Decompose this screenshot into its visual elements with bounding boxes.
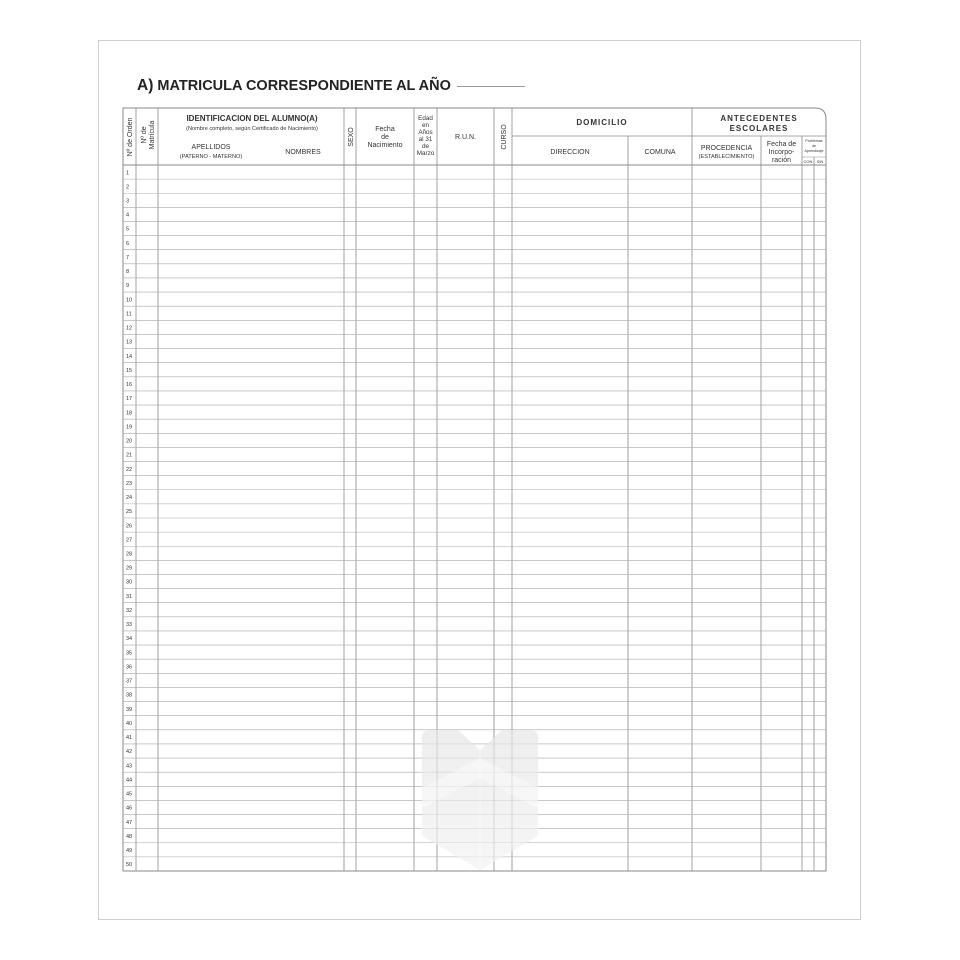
row-number: 3 bbox=[126, 198, 130, 205]
header-procedencia: PROCEDENCIA bbox=[700, 145, 753, 152]
header-orden: Nº de Orden bbox=[127, 117, 134, 157]
row-number: 47 bbox=[126, 819, 133, 826]
row-number: 19 bbox=[126, 424, 133, 431]
header-apellidos: APELLIDOS bbox=[191, 144, 231, 151]
header-incorporacion-line3: ración bbox=[771, 157, 792, 164]
header-edad-line2: en bbox=[421, 122, 430, 129]
row-number: 21 bbox=[126, 452, 133, 459]
header-problemas-line3: Aprendizaje bbox=[804, 149, 824, 153]
header-fecha-line3: Nacimiento bbox=[367, 142, 403, 149]
row-number: 8 bbox=[126, 269, 130, 276]
row-number: 27 bbox=[126, 537, 133, 544]
header-apellidos-sub: (PATERNO - MATERNO) bbox=[179, 154, 243, 160]
row-number: 13 bbox=[126, 339, 133, 346]
header-incorporacion-line2: Incorpo- bbox=[768, 149, 795, 156]
header-curso: CURSO bbox=[501, 124, 508, 150]
row-number: 10 bbox=[126, 297, 133, 304]
header-problemas-line1: Problemas bbox=[805, 139, 823, 143]
row-number: 41 bbox=[126, 735, 133, 742]
row-number: 33 bbox=[126, 622, 133, 629]
row-number: 23 bbox=[126, 480, 133, 487]
row-number: 15 bbox=[126, 367, 133, 374]
row-number: 7 bbox=[126, 254, 130, 261]
row-number: 26 bbox=[126, 523, 133, 530]
header-matricula-line1: Nº de bbox=[141, 126, 148, 144]
header-identificacion: IDENTIFICACION DEL ALUMNO(A) bbox=[186, 114, 318, 123]
header-fecha-line1: Fecha bbox=[375, 126, 395, 133]
row-number: 14 bbox=[126, 353, 133, 360]
row-number: 12 bbox=[126, 325, 133, 332]
row-number: 30 bbox=[126, 579, 133, 586]
row-number: 1 bbox=[126, 170, 130, 177]
row-number: 16 bbox=[126, 382, 133, 389]
header-edad-line3: Años bbox=[418, 129, 433, 136]
header-nombres: NOMBRES bbox=[285, 149, 321, 156]
header-identificacion-sub: (Nombre completo, según Certificado de Nacimiento) bbox=[186, 126, 318, 132]
header-matricula-line2: Matrícula bbox=[149, 120, 156, 150]
row-number: 38 bbox=[126, 692, 133, 699]
row-number: 20 bbox=[126, 438, 133, 445]
row-number: 25 bbox=[126, 509, 133, 516]
row-number: 6 bbox=[126, 240, 130, 247]
row-number: 49 bbox=[126, 848, 133, 855]
row-number: 44 bbox=[126, 777, 133, 784]
row-number: 36 bbox=[126, 664, 133, 671]
row-number: 18 bbox=[126, 410, 133, 417]
row-number: 9 bbox=[126, 283, 130, 290]
row-number: 11 bbox=[126, 311, 132, 318]
row-number: 35 bbox=[126, 650, 133, 657]
row-number: 50 bbox=[126, 862, 133, 869]
row-number: 22 bbox=[126, 466, 133, 473]
row-number: 29 bbox=[126, 565, 133, 572]
row-number: 5 bbox=[126, 226, 130, 233]
header-incorporacion-line1: Fecha de bbox=[766, 141, 797, 148]
header-run: R.U.N. bbox=[455, 134, 476, 141]
section-letter: A) bbox=[137, 77, 154, 94]
header-sin: SIN bbox=[816, 159, 824, 164]
title-text: MATRICULA CORRESPONDIENTE AL AÑO bbox=[157, 78, 451, 94]
header-edad-line1: Edad bbox=[418, 115, 433, 122]
header-comuna: COMUNA bbox=[644, 149, 676, 156]
row-number: 48 bbox=[126, 833, 133, 840]
header-problemas-line2: de bbox=[812, 144, 816, 148]
header-fecha-line2: de bbox=[381, 134, 389, 141]
row-number: 40 bbox=[126, 720, 133, 727]
row-number: 17 bbox=[126, 396, 133, 403]
row-number: 31 bbox=[126, 593, 133, 600]
header-con: CON bbox=[803, 159, 813, 164]
row-number: 24 bbox=[126, 495, 133, 502]
row-number: 4 bbox=[126, 212, 130, 219]
header-domicilio: DOMICILIO bbox=[576, 118, 628, 127]
row-number: 46 bbox=[126, 805, 133, 812]
header-antecedentes-line1: ANTECEDENTES bbox=[720, 114, 798, 123]
row-number: 37 bbox=[126, 678, 133, 685]
header-antecedentes-line2: ESCOLARES bbox=[729, 124, 789, 133]
row-numbers bbox=[126, 170, 132, 868]
header-direccion: DIRECCION bbox=[550, 149, 590, 156]
row-number: 34 bbox=[126, 636, 133, 643]
header-sexo: SEXO bbox=[348, 127, 355, 147]
header-edad-line4: al 31 bbox=[418, 136, 433, 143]
row-number: 43 bbox=[126, 763, 133, 770]
watermark-logo-icon bbox=[420, 728, 540, 873]
header-edad-line5: de bbox=[421, 143, 430, 150]
header-edad-line6: Marzo bbox=[416, 150, 435, 157]
row-number: 39 bbox=[126, 706, 133, 713]
row-number: 28 bbox=[126, 551, 133, 558]
row-number: 32 bbox=[126, 607, 133, 614]
row-number: 45 bbox=[126, 791, 133, 798]
row-number: 2 bbox=[126, 184, 130, 191]
header-procedencia-sub: (ESTABLECIMIENTO) bbox=[698, 154, 755, 160]
row-number: 42 bbox=[126, 749, 133, 756]
